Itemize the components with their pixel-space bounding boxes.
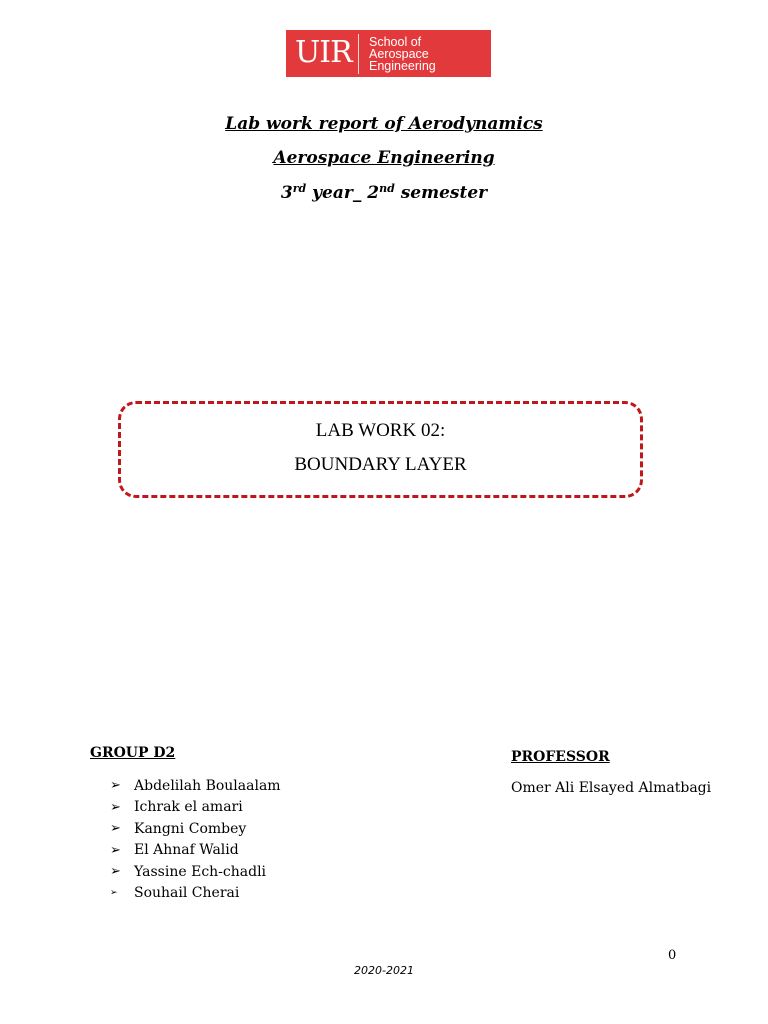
member-name: Yassine Ech-chadli [134,863,267,880]
logo-line: School of [369,34,422,49]
member-name: Souhail Cherai [134,885,240,902]
member-name: Ichrak el amari [134,799,243,816]
logo-divider [358,34,359,74]
report-title [0,114,768,134]
list-item [110,775,281,797]
academic-year: 2020-2021 [354,964,414,977]
arrow-bullet-icon: ➢ [110,864,121,880]
arrow-bullet-icon: ➢ [110,842,121,858]
professor-heading: PROFESSOR [511,749,610,765]
arrow-bullet-icon: ➢ [110,778,121,794]
year-suffix: rd [292,182,307,195]
member-name: Abdelilah Boulaalam [134,777,281,794]
uir-logo-mark [286,30,358,77]
arrow-bullet-icon: ➢ [110,799,121,815]
department-title-text: Aerospace Engineering [273,148,495,168]
logo-line: Engineering [369,58,436,73]
logo-mark-text: UIR [295,35,352,70]
report-title-text: Lab work report of Aerodynamics [225,114,543,134]
list-item [110,818,281,840]
member-name: El Ahnaf Walid [134,842,239,859]
logo-line: Aerospace [369,46,429,61]
logo-school-name [369,36,436,72]
lab-title-box [118,401,643,498]
semester-word: semester [394,183,488,203]
list-item [110,883,281,905]
school-logo [286,30,491,77]
list-item [110,797,281,819]
department-title [0,148,768,168]
lab-work-number: LAB WORK 02: [315,420,446,441]
group-member-list [110,775,281,904]
page-number: 0 [668,948,677,963]
list-item [110,861,281,883]
year-word: year_ [306,183,368,203]
list-item [110,840,281,862]
semester-number: 2 [367,183,380,203]
year-number: 3 [280,183,293,203]
arrow-bullet-icon: ➢ [110,888,118,899]
arrow-bullet-icon: ➢ [110,821,121,837]
semester-suffix: nd [379,182,395,195]
group-heading: GROUP D2 [90,745,176,761]
member-name: Kangni Combey [134,820,247,837]
lab-work-topic: BOUNDARY LAYER [294,454,467,475]
year-semester-line [0,182,768,203]
professor-name: Omer Ali Elsayed Almatbagi [511,780,712,796]
